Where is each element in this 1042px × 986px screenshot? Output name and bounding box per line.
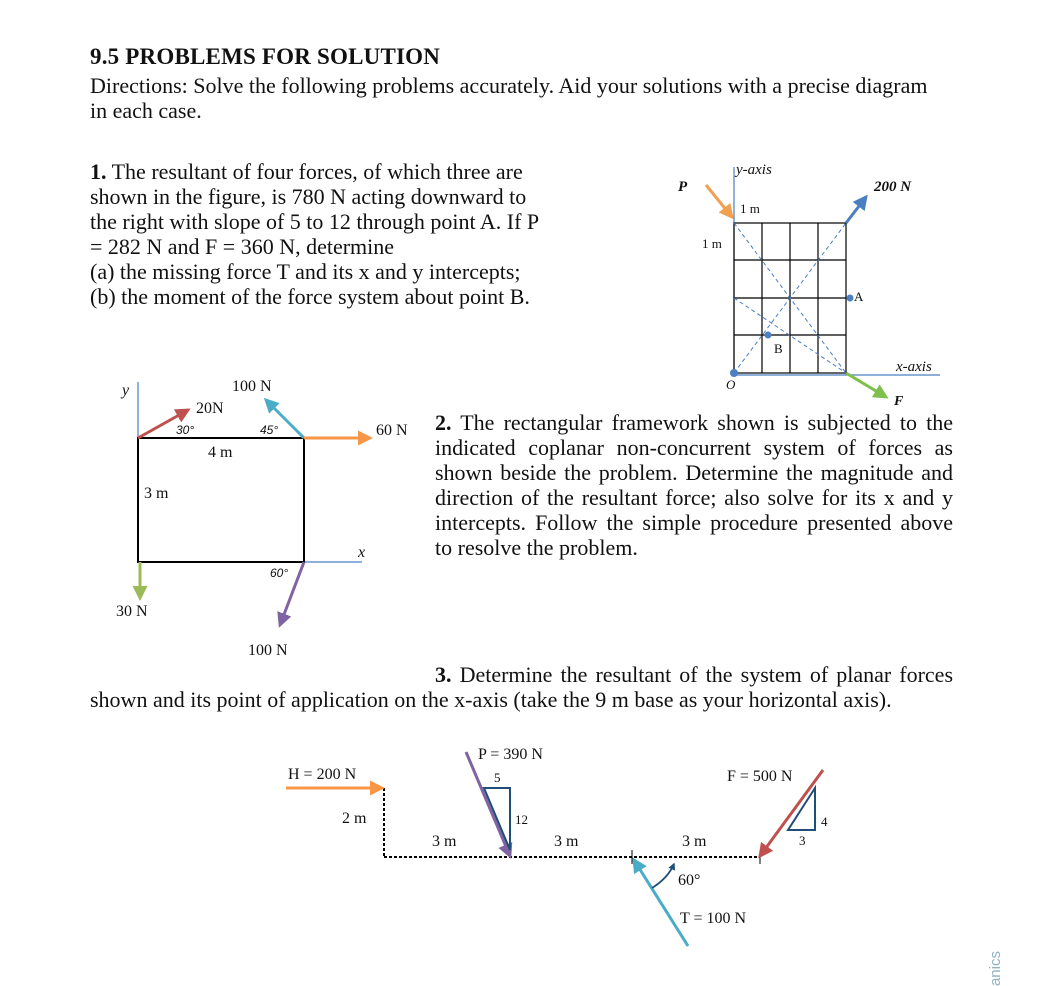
point-a-label: A	[854, 289, 864, 304]
slope-triangle-f	[788, 788, 815, 830]
problem-1	[90, 159, 658, 309]
angle-60-label: 60°	[678, 872, 701, 889]
problem-line: (a) the missing force T and its x and y intercepts;	[90, 259, 521, 284]
force-f-label: F	[894, 394, 904, 409]
force-t-label: T = 100 N	[680, 910, 747, 927]
y-label: y	[122, 382, 130, 399]
figure-1	[660, 155, 960, 415]
problem-line: = 282 N and F = 360 N, determine	[90, 234, 395, 259]
force-20n-label: 20N	[196, 400, 224, 417]
dim-3m-label: 3 m	[554, 833, 579, 850]
slope-3-label: 3	[799, 833, 806, 848]
y-axis-label: y-axis	[736, 162, 772, 178]
dim-4m-label: 4 m	[208, 444, 233, 461]
problem-number: 1.	[90, 159, 107, 184]
x-label: x	[358, 544, 366, 561]
point-b-label: B	[774, 341, 783, 356]
angle-60-label: 60°	[270, 566, 289, 580]
slope-triangle-p	[484, 788, 510, 850]
force-100n-top-label: 100 N	[232, 378, 272, 395]
force-100n-bottom-label: 100 N	[248, 642, 288, 659]
dim-2m-label: 2 m	[342, 810, 367, 827]
force-h-label: H = 200 N	[288, 766, 357, 783]
figure-2	[100, 370, 430, 670]
point-o-marker	[730, 369, 738, 377]
force-p-label: P	[678, 179, 688, 195]
angle-arc	[652, 864, 674, 888]
problem-text: The rectangular framework shown is subjected to the indicated coplanar non-concurrent system of forces as shown beside the problem. Determine the magnitude and direction of the resultant force; also solve for its x and y intercepts. Follow the simple procedure presented above to resolve the problem.	[435, 410, 953, 560]
problem-number: 2.	[435, 410, 452, 435]
dim-3m-label: 3 m	[682, 833, 707, 850]
force-60n-label: 60 N	[376, 422, 408, 439]
problem-line: (b) the moment of the force system about point B.	[90, 284, 530, 309]
figure-3	[270, 740, 860, 949]
x-axis-label: x-axis	[896, 359, 932, 375]
force-p-label: P = 390 N	[478, 746, 543, 763]
problem-3	[90, 662, 953, 712]
point-o-label: O	[726, 377, 736, 392]
force-200-arrow	[846, 197, 866, 223]
force-200-label: 200 N	[874, 179, 912, 195]
problem-line: the right with slope of 5 to 12 through point A. If P	[90, 209, 540, 234]
problem-number: 3.	[435, 662, 452, 687]
problem-line: shown in the figure, is 780 N acting downward to	[90, 184, 527, 209]
angle-30-label: 30°	[176, 423, 195, 437]
slope-4-label: 4	[821, 814, 828, 829]
dim-3m-label: 3 m	[432, 833, 457, 850]
point-a-marker	[847, 295, 854, 302]
section-heading: 9.5 PROBLEMS FOR SOLUTION	[90, 44, 441, 69]
problem-text: Determine the resultant of the system of planar forces shown and its point of application on the x-axis (take the 9 m base as your horizontal axis).	[90, 662, 954, 712]
figure-1-drawing	[660, 155, 960, 415]
slope-5-label: 5	[494, 770, 501, 785]
dim-left-label: 1 m	[702, 236, 722, 251]
force-f-arrow	[846, 373, 886, 397]
directions: Directions: Solve the following problems accurately. Aid your solutions with a precise diagram in each case.	[90, 73, 928, 123]
dim-3m-label: 3 m	[144, 485, 169, 502]
force-30n-label: 30 N	[116, 603, 148, 620]
force-f-label: F = 500 N	[727, 768, 793, 785]
dim-top-label: 1 m	[740, 201, 760, 216]
angle-45-label: 45°	[260, 423, 279, 437]
figure-2-drawing	[100, 370, 430, 670]
force-p-arrow	[466, 752, 510, 856]
problem-2	[435, 410, 953, 560]
slope-12-label: 12	[515, 812, 528, 827]
force-p-arrow	[706, 185, 732, 217]
point-b-marker	[765, 332, 772, 339]
side-margin-text: anics	[987, 951, 1004, 986]
problem-line: The resultant of four forces, of which three are	[111, 159, 523, 184]
